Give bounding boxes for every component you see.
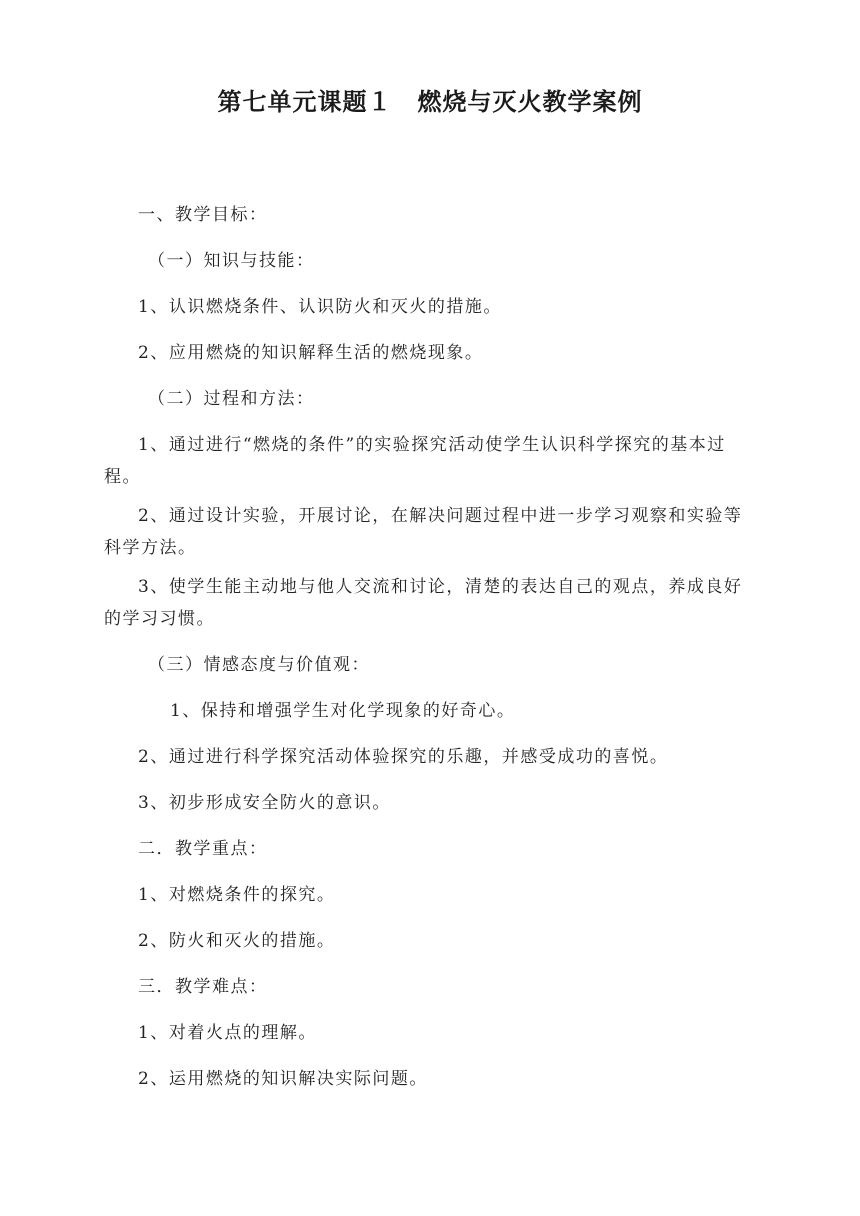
list-item: 1、认识燃烧条件、认识防火和灭火的措施。 (138, 297, 502, 317)
list-item: 2、应用燃烧的知识解释生活的燃烧现象。 (138, 343, 484, 363)
list-item: 1、保持和增强学生对化学现象的好奇心。 (170, 701, 516, 721)
document-title: 第七单元课题１ 燃烧与灭火教学案例 (217, 88, 643, 116)
subsection-heading-process: （二）过程和方法： (148, 389, 315, 409)
list-item: 1、对燃烧条件的探究。 (138, 885, 336, 905)
list-item: 2、防火和灭火的措施。 (138, 931, 336, 951)
list-item: 1、通过进行“燃烧的条件”的实验探究活动使学生认识科学探究的基本过程。 (104, 435, 726, 487)
subsection-heading-attitude: （三）情感态度与价值观： (148, 655, 370, 675)
section-heading-key-points: 二．教学重点： (138, 839, 268, 859)
list-item: 3、初步形成安全防火的意识。 (138, 793, 391, 813)
list-item: 2、运用燃烧的知识解决实际问题。 (138, 1069, 428, 1089)
list-item: 1、对着火点的理解。 (138, 1023, 317, 1043)
section-heading-objectives: 一、教学目标： (138, 205, 268, 225)
list-item: 3、使学生能主动地与他人交流和讨论，清楚的表达自己的观点，养成良好的学习习惯。 (104, 577, 743, 629)
section-heading-difficulties: 三．教学难点： (138, 977, 268, 997)
list-item: 2、通过设计实验，开展讨论，在解决问题过程中进一步学习观察和实验等科学方法。 (104, 506, 743, 558)
list-item: 2、通过进行科学探究活动体验探究的乐趣，并感受成功的喜悦。 (138, 747, 669, 767)
subsection-heading-knowledge: （一）知识与技能： (148, 251, 315, 271)
document-body (104, 192, 760, 1102)
